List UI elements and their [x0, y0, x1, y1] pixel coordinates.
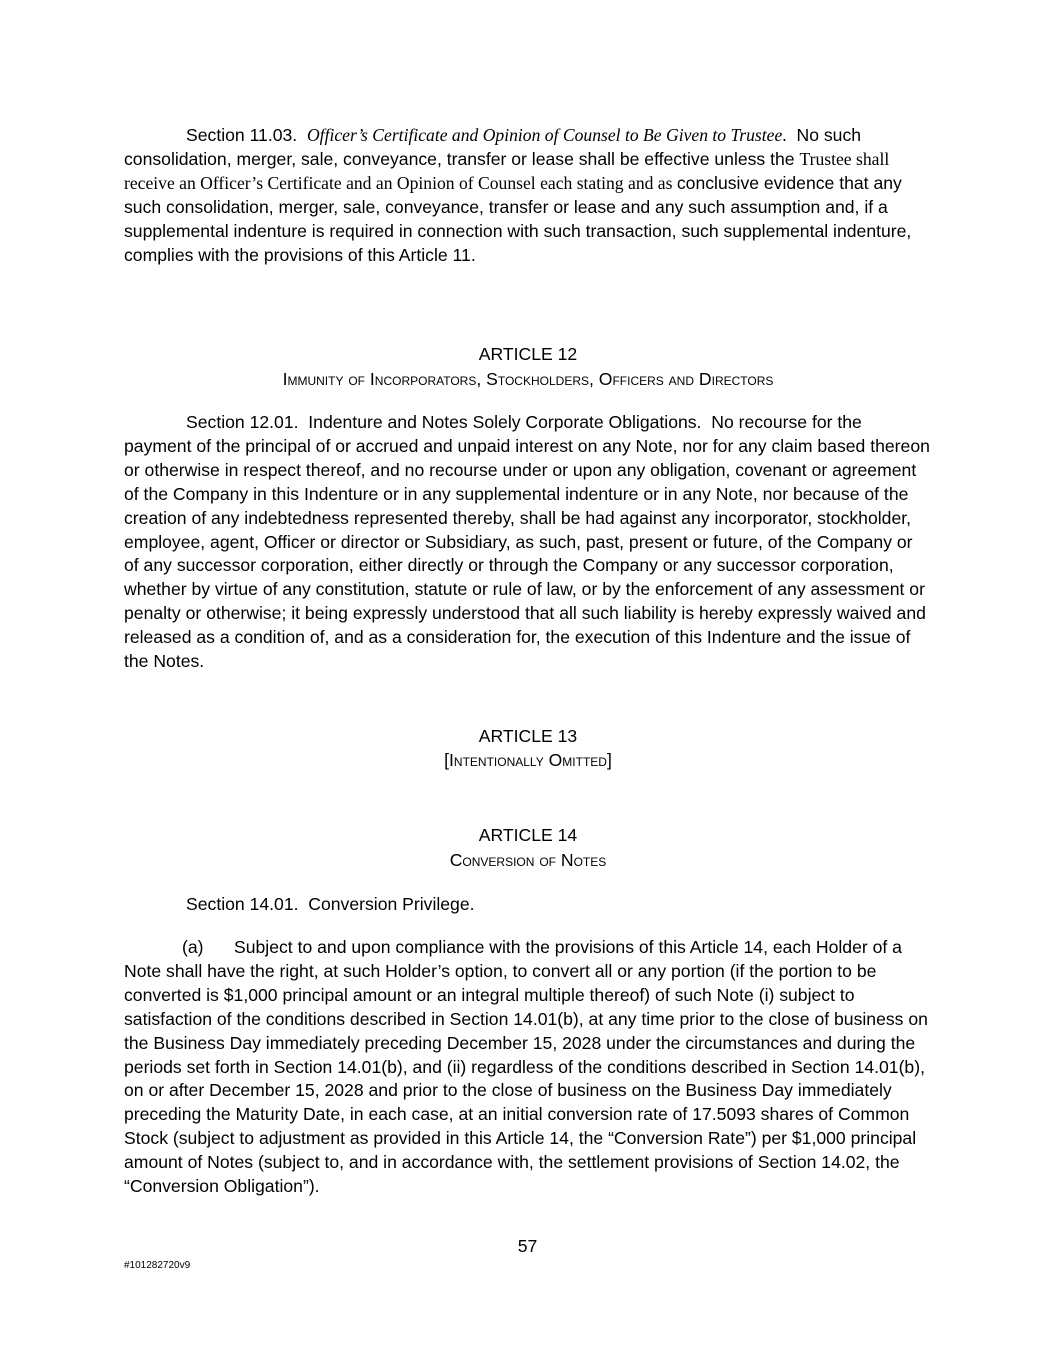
article-13-subtitle: [Intentionally Omitted]	[444, 750, 612, 770]
subsection-a-body: Subject to and upon compliance with the provisions of this Article 14, each Holder of a Note shall have the right, at such Holder’s option, to convert all or any portion (if the portion to be converted is $1,000 principal amount or an integral multiple thereof) of such Note (i) subject to satisfaction of the conditions described in Section 14.01(b), at any time prior to the close of business on the Business Day immediately preceding December 15, 2028 under the circumstances and during the periods set forth in Section 14.01(b), and (ii) regardless of the conditions described in Section 14.01(b), on or after December 15, 2028 and prior to the close of business on the Business Day immediately preceding the Maturity Date, in each case, at an initial conversion rate of 17.5093 shares of Common Stock (subject to adjustment as provided in this Article 14, the “Conversion Rate”) per $1,000 principal amount of Notes (subject to, and in accordance with, the settlement provisions of Section 14.02, the “Conversion Obligation”).	[124, 937, 928, 1197]
article-14-title: ARTICLE 14	[478, 825, 578, 845]
page-number: 57	[517, 1236, 538, 1256]
section-11-03-title: Officer’s Certificate and Opinion of Counsel to Be Given to Trustee	[306, 125, 783, 145]
section-11-03-body-b: Trustee shall receive an Officer’s Certificate and an Opinion of Counsel each stating and as	[124, 148, 890, 193]
section-14-01-heading-line	[186, 893, 475, 915]
section-12-01-paragraph	[124, 411, 932, 674]
section-11-03-heading: Section 11.03.	[186, 125, 298, 145]
section-14-01-title: Conversion Privilege.	[308, 894, 475, 914]
section-12-01-heading: Section 12.01.	[186, 412, 299, 432]
section-14-01-heading: Section 14.01.	[186, 894, 299, 914]
section-11-03-body-a: No such consolidation, merger, sale, conveyance, transfer or lease shall be effective unless the	[124, 125, 862, 169]
section-12-01-body: No recourse for the payment of the principal of or accrued and unpaid interest on any Note, nor for any claim based thereon or otherwise in respect thereof, and no recourse under or upon any obligation, covenant or agreement of the Company in this Indenture or in any supplemental indenture or in any Note, nor because of the creation of any indebtedness represented thereby, shall be had against any incorporator, stockholder, employee, agent, Officer or director or Subsidiary, as such, past, present or future, of the Company or of any successor corporation, either directly or through the Company or any successor corporation, whether by virtue of any constitution, statute or rule of law, or by the enforcement of any assessment or penalty or otherwise; it being expressly understood that all such liability is hereby expressly waived and released as a condition of, and as a consideration for, the execution of this Indenture and the issue of the Notes.	[124, 412, 930, 672]
article-13-title: ARTICLE 13	[478, 726, 578, 746]
subsection-a-label: (a)	[182, 937, 204, 957]
article-14-subtitle: Conversion of Notes	[449, 850, 607, 870]
document-id: #101282720v9	[124, 1260, 191, 1271]
article-12-title: ARTICLE 12	[478, 344, 578, 364]
section-11-03-paragraph: Section 11.03. Officer’s Certificate and Opinion of Counsel to Be Given to Trustee. No such consolidation, merger, sale, conveyance, transfer or lease shall be effective unless the Trustee shall receive an Officer’s Certificate and an Opinion of Counsel each stating and as conclusive evidence that any such consolidation, merger, sale, conveyance, transfer or lease and any such assumption and, if a supplemental indenture is required in connection with such transaction, such supplemental indenture, complies with the provisions of this Article 11.	[124, 125, 912, 265]
section-11-03-body-c: conclusive evidence that any such consolidation, merger, sale, conveyance, transfer or lease and any such assumption and, if a supplemental indenture is required in connection with such transaction, such supplemental indenture, complies with the provisions of this Article 11.	[124, 172, 912, 265]
article-12-subtitle: Immunity of Incorporators, Stockholders, Officers and Directors	[282, 369, 774, 389]
section-12-01-title: Indenture and Notes Solely Corporate Obligations.	[308, 412, 702, 432]
subsection-a-paragraph	[124, 936, 932, 1199]
